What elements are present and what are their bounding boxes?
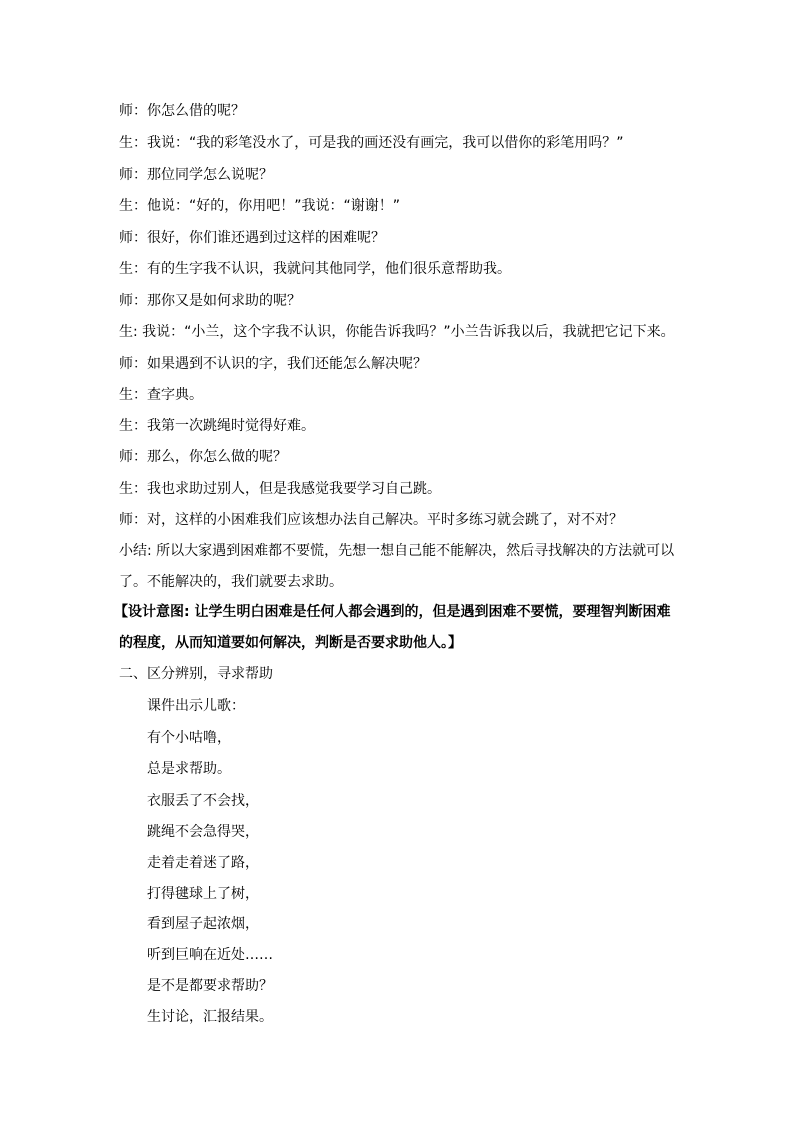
rhyme-line: 总是求帮助。 bbox=[147, 761, 231, 777]
dialogue-line: 生: 我说：“小兰，这个字我不认识，你能告诉我吗？”小兰告诉我以后，我就把它记下来。 bbox=[119, 324, 675, 340]
section-heading: 二、区分辨别，寻求帮助 bbox=[119, 666, 273, 682]
rhyme-line: 有个小咕噜， bbox=[147, 730, 231, 746]
rhyme-line: 打得毽球上了树， bbox=[147, 886, 259, 902]
dialogue-line: 师：如果遇到不认识的字，我们还能怎么解决呢？ bbox=[119, 356, 427, 372]
rhyme-line: 课件出示儿歌： bbox=[147, 698, 245, 714]
design-intent-line-2: 的程度，从而知道要如何解决，判断是否要求助他人。】 bbox=[119, 635, 462, 651]
summary-line-1: 小结: 所以大家遇到困难都不要慌，先想一想自己能不能解决，然后寻找解决的方法就可以 bbox=[119, 543, 675, 559]
dialogue-line: 生：有的生字我不认识，我就问其他同学，他们很乐意帮助我。 bbox=[119, 261, 511, 277]
dialogue-line: 师：你怎么借的呢？ bbox=[119, 103, 245, 119]
dialogue-line: 师：对，这样的小困难我们应该想办法自己解决。平时多练习就会跳了，对不对？ bbox=[119, 512, 623, 528]
summary-line-2: 了。不能解决的，我们就要去求助。 bbox=[119, 574, 343, 590]
dialogue-line: 生：他说：“好的，你用吧！”我说：“谢谢！” bbox=[119, 198, 401, 214]
rhyme-line: 走着走着迷了路， bbox=[147, 855, 259, 871]
rhyme-line: 是不是都要求帮助？ bbox=[147, 978, 273, 994]
dialogue-line: 生：我第一次跳绳时觉得好难。 bbox=[119, 418, 315, 434]
rhyme-line: 跳绳不会急得哭， bbox=[147, 824, 259, 840]
dialogue-line: 师：那位同学怎么说呢？ bbox=[119, 167, 273, 183]
dialogue-line: 师：那你又是如何求助的呢？ bbox=[119, 293, 301, 309]
dialogue-line: 师：那么，你怎么做的呢？ bbox=[119, 449, 287, 465]
rhyme-line: 生讨论，汇报结果。 bbox=[147, 1009, 273, 1025]
design-intent-line-1: 【设计意图: 让学生明白困难是任何人都会遇到的，但是遇到困难不要慌，要理智判断困难 bbox=[114, 604, 671, 620]
dialogue-line: 生：查字典。 bbox=[119, 387, 203, 403]
rhyme-line: 看到屋子起浓烟， bbox=[147, 916, 259, 932]
dialogue-line: 生：我说：“我的彩笔没水了，可是我的画还没有画完，我可以借你的彩笔用吗？” bbox=[119, 135, 624, 151]
rhyme-line: 听到巨响在近处…… bbox=[147, 947, 273, 963]
rhyme-line: 衣服丢了不会找， bbox=[147, 793, 259, 809]
dialogue-line: 生：我也求助过别人，但是我感觉我要学习自己跳。 bbox=[119, 481, 441, 497]
dialogue-line: 师：很好，你们谁还遇到过这样的困难呢？ bbox=[119, 230, 385, 246]
